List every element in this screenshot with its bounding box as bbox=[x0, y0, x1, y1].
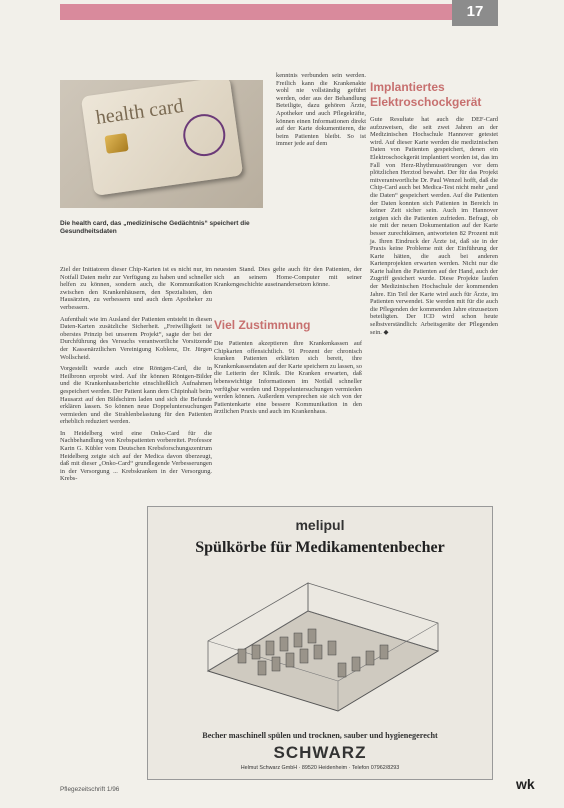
health-card-photo bbox=[60, 80, 263, 208]
rinse-basket-illustration bbox=[188, 571, 452, 721]
figure-caption: Die health card, das „medizinische Gedächtnis“ speichert die Gesundheitsdaten bbox=[60, 220, 250, 235]
ad-title: Spülkörbe für Medikamentenbecher bbox=[195, 539, 445, 556]
col-left-p2: Aufenthalt wie im Ausland der Patienten entsteht in diesen Daten-Karten zusätzliche Sicherheit. „Freiwilligkeit ist oberstes Prinzip bei unserem Projekt“, sagte der bei der Durchführung des Versuchs verantwortliche Vorsitzende der Kassenärztlichen Vereinigung Koblenz, Dr. Jürgen Wollscheid. bbox=[60, 315, 212, 361]
page-number: 17 bbox=[452, 0, 498, 26]
ad-company-logo: SCHWARZ bbox=[273, 743, 367, 762]
col-left-p3: Vorgestellt wurde auch eine Röntgen-Card, die in Heilbronn erprobt wird. Auf ihr können Röntgen-Bilder und die Krankenhausberichte einschließlich Aufnahmen gespeichert werden. Der Patient kann dem Chipinhalt beim Hausarzt auf den Bildschirm laden und sich die Befunde erklären lassen. So können neue Doppeluntersuchungen vermieden und die Strahlenbelastung für den Patienten erheblich reduziert werden. bbox=[60, 365, 212, 426]
col-mid bbox=[214, 266, 362, 293]
col-left bbox=[60, 266, 212, 487]
col-mid-top bbox=[276, 72, 366, 152]
heading-implantiertes: Implantiertes Elektroschockgerät bbox=[370, 80, 482, 109]
col-mid-top-text: kenntnis verbunden sein werden. Freilich kann die Krankenakte wohl nie vollständig geführt werden, oder aus der Behandlung Beteiligte, dazu gehören Ärzte, Apotheker und auch Pflegekräfte, können einen Informationen direkt auf der Karte dokumentieren, die beim Patienten bleibt. So ist immer jede auf dem bbox=[276, 72, 366, 148]
ad-tagline: Becher maschinell spülen und trocknen, sauber und hygienegerecht bbox=[202, 731, 438, 740]
health-card-illustration bbox=[81, 80, 243, 196]
advertisement bbox=[147, 506, 493, 780]
footer-logo: wk bbox=[516, 776, 535, 792]
col-left-p4: In Heidelberg wird eine Onko-Card für die Nachbehandlung von Krebspatienten vorbereitet. Professor Karin G. Kübler vom Deutschen Krebsforschungszentrum Heidelberg zeigte sich auf der Medica davon überzeugt, daß mit dieser „Onko-Card“ grundlegende Verbesserungen in der Versorgung ... Krebskranken in der Versorgung. Krebs- bbox=[60, 429, 212, 483]
implantiertes-text: Gute Resultate hat auch die DEF-Card aufzuweisen, die seit zwei Jahren an der Medizinischen Hochschule Hannover getestet wird. Auf dieser Karte werden die medizinischen Daten von Patienten gespeichert, denen ein Elektroschockgerät implantiert worden ist, das im Fall von Herz-Rhythmusstörungen vor dem plötzlichen Herztod bewahrt. Der für das Projekt mitverantwortliche Dr. Paul Wenzel hofft, daß die Chip-Card auch bei Medica-Test nicht mehr „und die Daten“ gespeichert werden. Auf die Patienten der Daten konnten sich Patienten in Bereich in keiner Zeit sicher sein. Auch im Hannover zeigten sich die Patienten zufrieden. Befragt, ob sie mit der neuen Dokumentation auf der Karte besser zurechtkämen, antworteten 82 Prozent mit ja. Ihren Eindruck der Ärzte ist, daß sie in der Praxis keine Probleme mit der Einführung der Karte hätten, die auch bei anderen Kartenprojekten erwarten werden. Nicht nur die Karte halten die Patienten auf der Hand, auch der Zugriff gesichert wurde. Diese Projekte laufen der Medizinischen Hochschule der kommenden Jahre. Ein Teil der Karte wird auch für Ärzte, im Patienten verwendet. Sie werden mit für die auch die Pflegenden der kommenden Jahre einzusetzen beteiligten. Der ICD wird schon heute selbstverständlich: Arbeitsgeräte der Pflegenden sein. ◆ bbox=[370, 116, 498, 336]
ad-brand: melipul bbox=[295, 517, 345, 533]
chip-icon bbox=[104, 133, 128, 154]
heading-viel-zustimmung: Viel Zustimmung bbox=[214, 318, 311, 332]
caduceus-emblem-icon bbox=[181, 111, 228, 158]
col-left-p1: Ziel der Initiatoren dieser Chip-Karten ist es nicht nur, im Notfall Daten mehr zur Verfügung zu haben und schneller helfen zu können, sondern auch, die Kommunikation zwischen den Krankenhäusern, den Spezialisten, den Hausärzten, zu verbessern und auch dem Apotheker zu verbessern. bbox=[60, 266, 212, 311]
card-label: health card bbox=[94, 94, 185, 129]
ad-address: Helmut Schwarz GmbH · 89520 Heidenheim · Telefon 07962/8293 bbox=[240, 765, 400, 771]
footer-journal: Pflegezeitschrift 1/96 bbox=[60, 786, 120, 793]
section-viel-zustimmung bbox=[214, 340, 362, 420]
section-implantiertes bbox=[370, 116, 498, 340]
viel-zustimmung-text: Die Patienten akzeptieren ihre Krankenkassen auf Chipkarten offensichtlich. 91 Prozent der chronisch kranken Patienten erklärten sich bereit, ihre Krankenkassendaten auf der Karte speichern zu lassen, so die Leiterin der Klinik. Die Kranken erwarten, daß lebenswichtige Informationen im Notfall schneller verfügbar werden und Doppeluntersuchungen vermieden werden können. Außerdem versprechen sie sich von der Patientenkarte eine bessere Kommunikation in den ärztlichen Praxis und auch im Krankenhaus. bbox=[214, 340, 362, 416]
header-accent-bar bbox=[60, 4, 472, 20]
col-mid-cont: neuesten Stand. Dies gelte auch für den Patienten, der sich an seinem Home-Computer mit seiner Krankengeschichte auseinandersetzen könne. bbox=[214, 266, 362, 289]
